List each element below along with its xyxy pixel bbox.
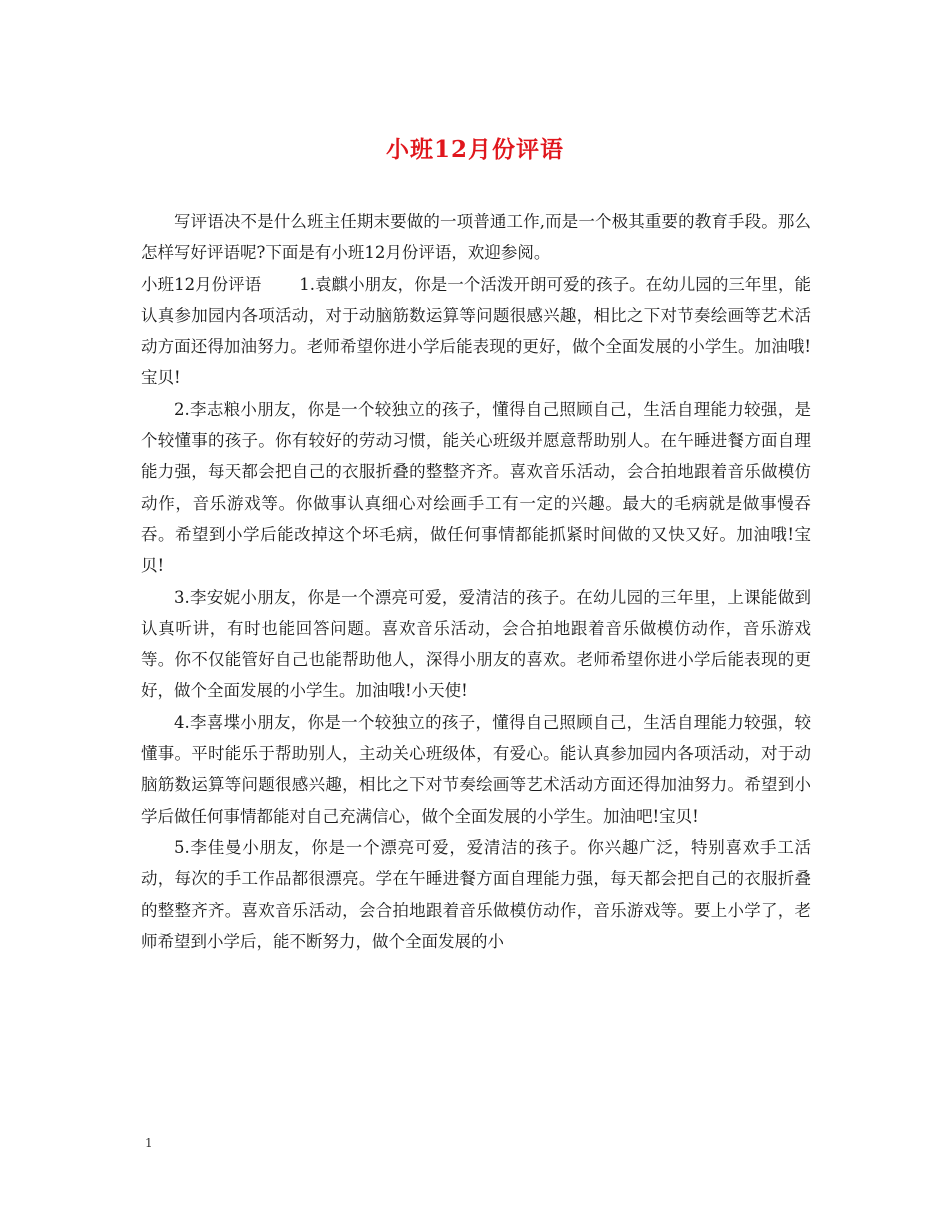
section-label: 小班12月份评语 (141, 274, 262, 294)
comment-paragraph-5: 5.李佳曼小朋友，你是一个漂亮可爱，爱清洁的孩子。你兴趣广泛，特别喜欢手工活动，每次的手工作品都很漂亮。学在午睡进餐方面自理能力强，每天都会把自己的衣服折叠的整整齐齐。喜欢音乐活动，会合拍地跟着音乐做模仿动作，音乐游戏等。要上小学了，老师希望到小学后，能不断努力，做个全面发展的小 (141, 837, 811, 951)
comment-paragraph-3: 3.李安妮小朋友，你是一个漂亮可爱，爱清洁的孩子。在幼儿园的三年里，上课能做到认真听讲，有时也能回答问题。喜欢音乐活动，会合拍地跟着音乐做模仿动作，音乐游戏等。你不仅能管好自己也能帮助他人，深得小朋友的喜欢。老师希望你进小学后能表现的更好，做个全面发展的小学生。加油哦!小天使! (141, 587, 811, 701)
page-number: 1 (145, 1136, 153, 1150)
comment-paragraph-1: 1.袁麒小朋友，你是一个活泼开朗可爱的孩子。在幼儿园的三年里，能认真参加园内各项活动，对于动脑筋数运算等问题很感兴趣，相比之下对节奏绘画等艺术活动方面还得加油努力。老师希望你进小学后能表现的更好，做个全面发展的小学生。加油哦!宝贝! (141, 274, 811, 388)
first-entry-paragraph (141, 269, 811, 394)
document-body (141, 206, 811, 957)
intro-paragraph: 写评语决不是什么班主任期末要做的一项普通工作,而是一个极其重要的教育手段。那么怎样写好评语呢?下面是有小班12月份评语，欢迎参阅。 (141, 212, 811, 263)
comment-paragraph-4: 4.李喜堞小朋友，你是一个较独立的孩子，懂得自己照顾自己，生活自理能力较强，较懂事。平时能乐于帮助别人，主动关心班级体，有爱心。能认真参加园内各项活动，对于动脑筋数运算等问题很感兴趣，相比之下对节奏绘画等艺术活动方面还得加油努力。希望到小学后做任何事情都能对自己充满信心，做个全面发展的小学生。加油吧!宝贝! (141, 712, 811, 826)
document-title: 小班12月份评语 (385, 136, 564, 163)
comment-paragraph-2: 2.李志粮小朋友，你是一个较独立的孩子，懂得自己照顾自己，生活自理能力较强，是个较懂事的孩子。你有较好的劳动习惯，能关心班级并愿意帮助别人。在午睡进餐方面自理能力强，每天都会把自己的衣服折叠的整整齐齐。喜欢音乐活动，会合拍地跟着音乐做模仿动作，音乐游戏等。你做事认真细心对绘画手工有一定的兴趣。最大的毛病就是做事慢吞吞。希望到小学后能改掉这个坏毛病，做任何事情都能抓紧时间做的又快又好。加油哦!宝贝! (141, 399, 811, 576)
